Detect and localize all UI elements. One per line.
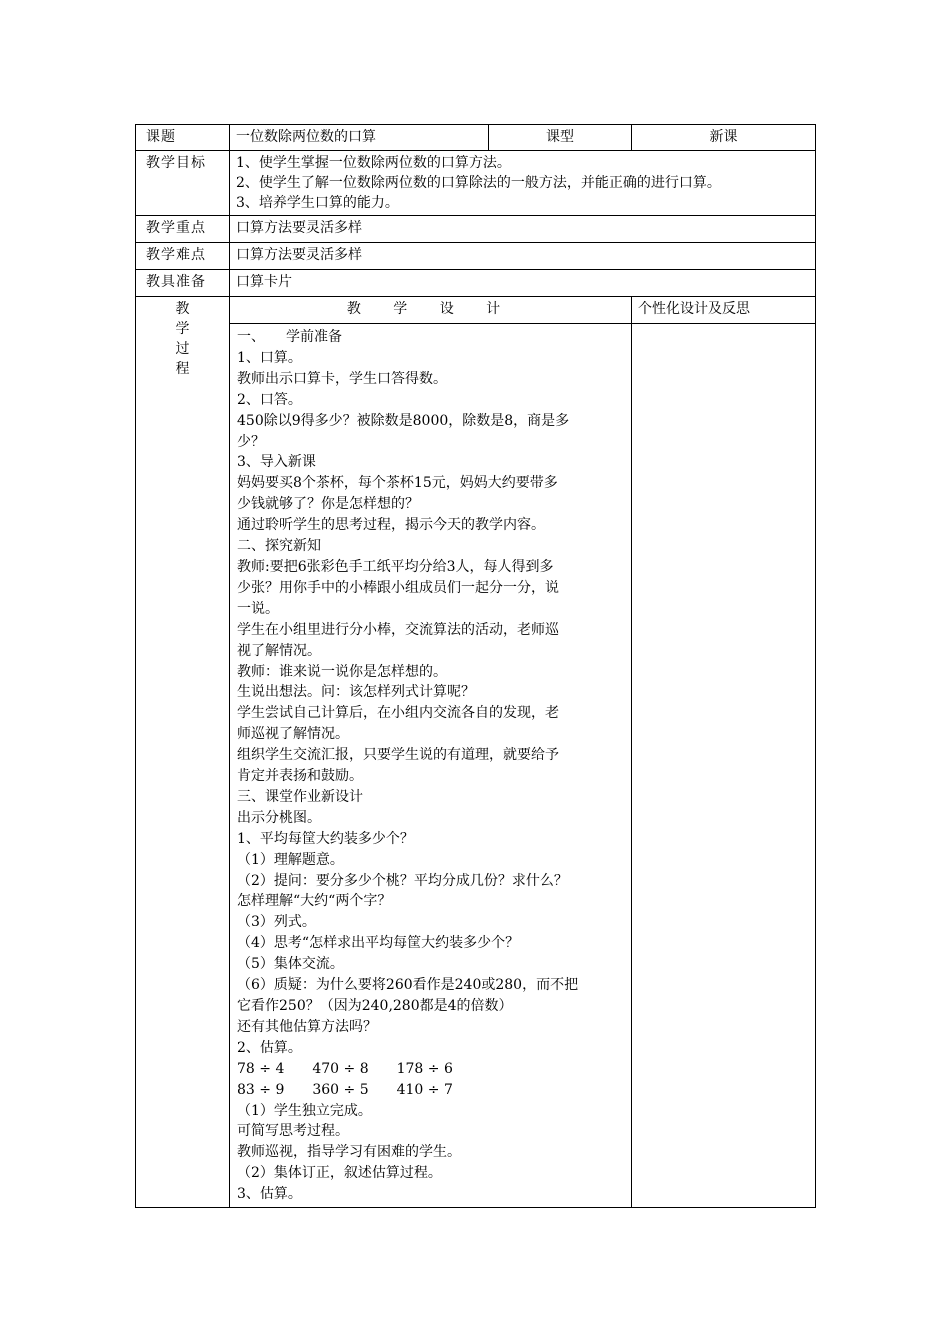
content-line: 3、导入新课 (237, 454, 316, 471)
difficulty-label: 教学难点 (136, 243, 230, 270)
content-line: 肯定并表扬和鼓励。 (237, 768, 363, 785)
content-line: 它看作250？（因为240,280都是4的倍数） (237, 998, 513, 1014)
content-line: 出示分桃图。 (237, 809, 321, 826)
content-line: （3）列式。 (237, 914, 316, 931)
content-line: 生说出想法。问：该怎样列式计算呢？ (237, 684, 475, 701)
content-line: 78 ÷ 4 470 ÷ 8 178 ÷ 6 (237, 1060, 453, 1077)
content-line: 妈妈要买8个茶杯，每个茶杯15元，妈妈大约要带多 (237, 475, 558, 492)
content-line: 少张？用你手中的小棒跟小组成员们一起分一分，说 (237, 579, 559, 596)
content-line: （2）集体订正，叙述估算过程。 (237, 1165, 442, 1182)
content-line: 学生尝试自己计算后，在小组内交流各自的发现，老 (237, 705, 559, 722)
content-line: 还有其他估算方法吗？ (237, 1018, 377, 1035)
content-line: 2、估算。 (237, 1039, 302, 1056)
goals-row (136, 151, 816, 216)
goal-line: 1、使学生掌握一位数除两位数的口算方法。 (236, 155, 511, 171)
type-label: 课型 (489, 125, 632, 151)
reflection-header: 个性化设计及反思 (632, 297, 816, 324)
topic-value: 一位数除两位数的口算 (230, 125, 489, 151)
content-line: 450除以9得多少？被除数是8000，除数是8，商是多 (237, 412, 570, 429)
design-content (230, 324, 632, 1208)
content-line: 师巡视了解情况。 (237, 726, 349, 743)
content-line: 教师:要把6张彩色手工纸平均分给3人，每人得到多 (237, 558, 554, 575)
process-header-row (136, 297, 816, 324)
materials-label: 教具准备 (136, 270, 230, 297)
content-line: （1）理解题意。 (237, 851, 344, 868)
content-line: 少？ (237, 433, 265, 450)
lesson-plan-table (135, 124, 816, 1208)
content-line: 少钱就够了？你是怎样想的？ (237, 496, 419, 513)
key-point-label: 教学重点 (136, 216, 230, 243)
content-line: 通过聆听学生的思考过程，揭示今天的教学内容。 (237, 517, 545, 534)
content-line: 3、估算。 (237, 1186, 302, 1203)
goals-label: 教学目标 (136, 151, 230, 216)
content-line: 怎样理解“大约“两个字？ (237, 893, 392, 910)
content-line: （5）集体交流。 (237, 956, 344, 973)
content-line: （6）质疑：为什么要将260看作是240或280，而不把 (237, 977, 579, 994)
content-line: 1、平均每筐大约装多少个？ (237, 830, 414, 847)
process-label: 教 学 过 程 (136, 297, 230, 1208)
content-line: （2）提问：要分多少个桃？平均分成几份？求什么？ (237, 872, 568, 889)
content-line: 2、口答。 (237, 391, 302, 408)
reflection-content (632, 324, 816, 1208)
goal-line: 2、使学生了解一位数除两位数的口算除法的一般方法，并能正确的进行口算。 (236, 175, 721, 191)
content-line: 三、课堂作业新设计 (237, 788, 363, 805)
goals-content (230, 151, 816, 216)
goal-line: 3、培养学生口算的能力。 (236, 195, 399, 211)
difficulty-value: 口算方法要灵活多样 (230, 243, 816, 270)
key-point-row (136, 216, 816, 243)
content-line: 组织学生交流汇报，只要学生说的有道理，就要给予 (237, 747, 559, 764)
content-line: 一、 学前准备 (237, 329, 342, 345)
topic-row (136, 125, 816, 151)
content-line: 83 ÷ 9 360 ÷ 5 410 ÷ 7 (237, 1081, 453, 1098)
difficulty-row (136, 243, 816, 270)
materials-row (136, 270, 816, 297)
type-value: 新课 (632, 125, 816, 151)
content-line: 二、探究新知 (237, 538, 321, 555)
content-line: 一说。 (237, 600, 279, 617)
materials-value: 口算卡片 (230, 270, 816, 297)
process-content-row (136, 324, 816, 1208)
content-line: （4）思考“怎样求出平均每筐大约装多少个？ (237, 935, 520, 952)
content-line: 学生在小组里进行分小棒，交流算法的活动，老师巡 (237, 621, 559, 638)
key-point-value: 口算方法要灵活多样 (230, 216, 816, 243)
content-line: 视了解情况。 (237, 642, 321, 659)
topic-label: 课题 (136, 125, 230, 151)
content-line: （1）学生独立完成。 (237, 1102, 372, 1119)
content-line: 教师巡视，指导学习有困难的学生。 (237, 1144, 461, 1161)
content-line: 可简写思考过程。 (237, 1123, 349, 1140)
content-line: 教师出示口算卡，学生口答得数。 (237, 370, 447, 387)
content-line: 1、口算。 (237, 349, 302, 366)
content-line: 教师：谁来说一说你是怎样想的。 (237, 663, 447, 680)
design-header: 教 学 设 计 (230, 297, 632, 324)
